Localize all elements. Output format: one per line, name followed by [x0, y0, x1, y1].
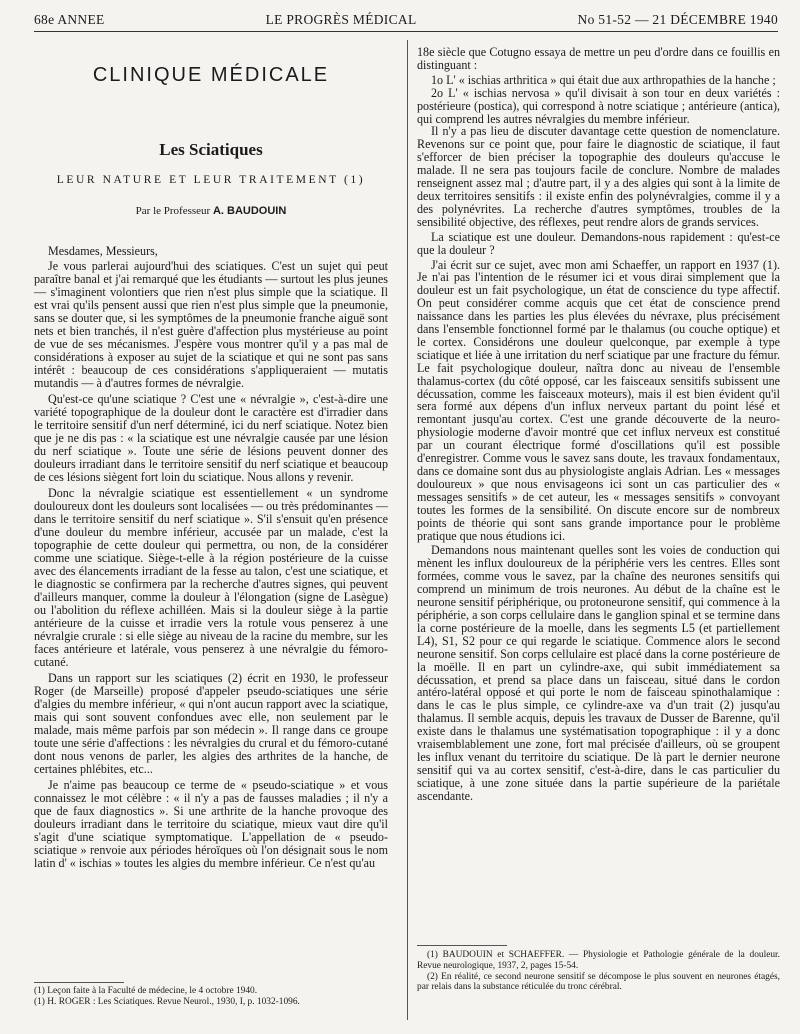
- header-journal-title: LE PROGRÈS MÉDICAL: [265, 12, 417, 27]
- footnote: (1) H. ROGER : Les Sciatiques. Revue Neurol., 1930, I, p. 1032-1096.: [34, 997, 300, 1007]
- footnote: (1) BAUDOUIN et SCHAEFFER. — Physiologie et Pathologie générale de la douleur. Revue neurologique, 1937, 2, pages 15-54.: [417, 950, 780, 971]
- byline-prefix: Par le Professeur: [135, 205, 211, 217]
- left-footnotes: [34, 986, 388, 1008]
- header-rule: [34, 31, 778, 32]
- footnote: (2) En réalité, ce second neurone sensitif se décompose le plus souvent en neurones étagés, par relais dans la substance réticulée du tronc cérébral.: [417, 971, 780, 993]
- paragraph: Je vous parlerai aujourd'hui des sciatiques. C'est un sujet qui peut paraître banal et j'ai remarqué que les étudiants — surtout les plus jeunes — s'imaginent volontiers que rien n'est plus simple que la sciatique. Il est vrai qu'ils pensent aussi que rien n'est plus simple que la pneumonie, sans se douter que, si les symptômes de la pneumonie franche aiguë sont nets et bien tranchés, il n'est guère d'affection plus mystérieuse au point de vue de ses mécanismes. J'espère vous montrer qu'il y a pas mal de considérations à exposer au sujet de la sciatique et qui ne sont pas sans intérêt : beaucoup de ces considérations s'appliqueraient — mutatis mutandis — à d'autres formes de névralgie.: [34, 259, 388, 390]
- paragraph: Il n'y a pas lieu de discuter davantage cette question de nomenclature. Revenons sur ce point que, pour faire le diagnostic de sciatique, il faut s'efforcer de bien préciser la topographie des douleurs qu'accuse le malade. Il ne sera pas toujours facile de conclure. Nombre de malades renseignent assez mal ; d'autre part, il y a des algies qui sont à la limite de deux territoires sensitifs : il existe enfin des polynévralgies, comme il y a des polynévrites. La recherche d'autres symptômes, troubles de la sensibilité objective, des réflexes, peut rendre alors de grands services.: [417, 124, 780, 229]
- paragraph: Dans un rapport sur les sciatiques (2) écrit en 1930, le professeur Roger (de Marseille) proposé d'appeler pseudo-sciatiques une série d'algies du membre inférieur, « qui n'ont aucun rapport avec la sciatique, mais qui sont souvent confondues avec elle, non seulement par le malade, mais même parfois par son médecin ». Il range dans ce groupe toute une série d'affections : les névralgies du crural et du fémoro-cutané dont nous venons de parler, les algies des arthrites de la hanche, de certaines phlébites, etc...: [34, 671, 388, 776]
- paragraph: Donc la névralgie sciatique est essentiellement « un syndrome douloureux dont les douleurs sont localisées — ou très prédominantes — dans le territoire sensitif du nerf sciatique ». S'il s'ensuit qu'en présence d'une douleur du membre inférieur, accusée par un malade, c'est la topographie de cette douleur qui permettra, ou non, de la considérer comme une sciatique. Siège-t-elle à la région postérieure de la cuisse avec des élancements irradiant de la fesse au talon, c'est une sciatique, et le diagnostic se confirmera par la recherche d'autres signes, qui peuvent d'ailleurs manquer, comme la douleur à l'élongation (signe de Lasègue) ou l'abolition du réflexe achilléen. Mais si la douleur siège à la partie antérieure de la cuisse et irradie vers la rotule vous penserez à une névralgie crurale : si elle siège au niveau de la racine du membre, sur les faces antérieure et latérale, vous penserez à une névralgie du fémoro-cutané.: [34, 486, 389, 669]
- running-header: [34, 12, 778, 32]
- paragraph: Demandons nous maintenant quelles sont les voies de conduction qui mènent les influx douloureux de la périphérie vers les centres. Elles sont formées, comme vous le savez, par la chaîne des neurones sensitifs qui comprend un minimum de trois neurones. Au début de la chaîne est le neurone sensitif périphérique, ou protoneurone sensitif, qui commence à la périphérie, a son corps cellulaire dans le ganglion spinal et se termine dans la corne postérieure de la moelle, dans les segments L5 (et partiellement L4), S1, S2 pour ce qui regarde le sciatique. Commence alors le second neurone sensitif. Son corps cellulaire est placé dans la corne postérieure de la moëlle. Il en part un cylindre-axe, qui subit immédiatement sa décussation, et prend sa place dans un faisceau, situé dans le cordon antéro-latéral opposé et qui porte le nom de faisceau spinothalamique : dans le cas le plus simple, ce cylindre-axe va d'un trait (2) jusqu'au thalamus. Il semble acquis, depuis les travaux de Dusser de Barenne, qu'il existe dans le thalamus une systématisation topographique : il y a donc vraisemblablement une zone, fort mal précisée d'ailleurs, où se groupent les influx venant du territoire du sciatique. De là part le dernier neurone sensitif qui va au cortex sensitif, c'est-à-dire, dans le cas particulier du sciatique, à une zone située dans la partie supérieure de la pariétale ascendante.: [417, 543, 780, 803]
- paragraph: Qu'est-ce qu'une sciatique ? C'est une « névralgie », c'est-à-dire une variété topographique de la douleur dont le caractère est d'irradier dans le territoire sensitif d'un nerf déterminé, ici du nerf sciatique. Notez bien que je ne dis pas : « la sciatique est une névralgie causée par une lésion du nerf sciatique ». Toute une série de lésions peuvent donner des douleurs irradiant dans le territoire sensitif du nerf sciatique et beaucoup de ces lésions siègent fort loin du sciatique. Nous allons y revenir.: [34, 392, 388, 484]
- paragraph: 18e siècle que Cotugno essaya de mettre un peu d'ordre dans ce fouillis en distinguant :: [417, 45, 780, 72]
- paragraph: Je n'aime pas beaucoup ce terme de « pseudo-sciatique » et vous connaissez le mot célèbre : « il n'y a pas de fausses maladies ; il n'y a que de faux diagnostics ». Si une arthrite de la hanche provoque des douleurs irradiant dans le territoire du sciatique, mieux vaut dire qu'il s'agit d'une sciatique symptomatique. L'appellation de « pseudo-sciatique » renvoie aux périodes héroïques où l'on désignait sous le nom latin d' « ischias » toutes les algies du membre inférieur. Ce n'est qu'au: [34, 778, 388, 870]
- footnote: (1) Leçon faite à la Faculté de médecine, le 4 octobre 1940.: [34, 986, 258, 996]
- paragraph: J'ai écrit sur ce sujet, avec mon ami Schaeffer, un rapport en 1937 (1). Je n'ai pas l'intention de le résumer ici et vous dirai simplement que la douleur est un fait psychologique, un état de conscience du type affectif. On peut considérer comme acquis que cet état de conscience prend naissance dans les parties les plus élevées du névraxe, plus précisément dans l'ensemble fonctionnel formé par le thalamus (ou couche optique) et le cortex. Considérons une douleur quelconque, par exemple à type sciatique et liée à une irritation du nerf sciatique par une fracture du fémur. Le fait psychologique douleur, naîtra donc au niveau de l'ensemble thalamus-cortex (du côté opposé, car les faisceaux sensitifs subissent une décussation, comme les faisceaux moteurs), mais il est bien évident qu'il sera formé aux dépens d'un influx nerveux partant du point lésé et remontant jusqu'au cortex. C'est une grande découverte de la neuro-physiologie moderne d'avoir montré que cet influx nerveux est constitué par un courant électrique formé d'oscillations qu'il est possible d'enregistrer. Comme vous le savez sans doute, les travaux fondamentaux, dans ce domaine sont dus au physiologiste anglais Adrian. Les « messages douloureux » que nous envisageons ici sont un cas particulier des « messages sensitifs » de cet auteur, les « messages sensitifs » convoyant toutes les formes de la sensibilité. On discute encore sur de nombreux points de théorie qui sont sans grande importance pour le problème pratique que nous étudions ici.: [417, 257, 780, 543]
- list-item: 2o L' « ischias nervosa » qu'il divisait à son tour en deux variétés : postérieure (postica), qui correspond à notre sciatique ; antérieure (antica), qui comprend les autres névralgies du membre inférieur.: [417, 85, 780, 126]
- right-column-body: [417, 46, 780, 805]
- byline: [34, 205, 388, 217]
- header-volume: 68e ANNEE: [34, 12, 105, 27]
- header-issue-date: No 51-52 — 21 DÉCEMBRE 1940: [577, 12, 778, 27]
- section-title: CLINIQUE MÉDICALE: [92, 64, 330, 86]
- footnote-rule: [34, 982, 124, 983]
- byline-author: A. BAUDOUIN: [212, 205, 287, 217]
- paragraph: La sciatique est une douleur. Demandons-nous rapidement : qu'est-ce que la douleur ?: [417, 229, 780, 257]
- left-column-body: [34, 245, 388, 873]
- column-divider: [407, 40, 408, 1020]
- footnote-rule: [417, 945, 507, 946]
- list-item: 1o L' « ischias arthritica » qui était due aux arthropathies de la hanche ;: [431, 72, 776, 87]
- paragraph: Mesdames, Messieurs,: [48, 244, 158, 258]
- right-footnotes: [417, 950, 780, 993]
- article-title: Les Sciatiques: [159, 140, 263, 159]
- article-subtitle: LEUR NATURE ET LEUR TRAITEMENT (1): [56, 174, 366, 186]
